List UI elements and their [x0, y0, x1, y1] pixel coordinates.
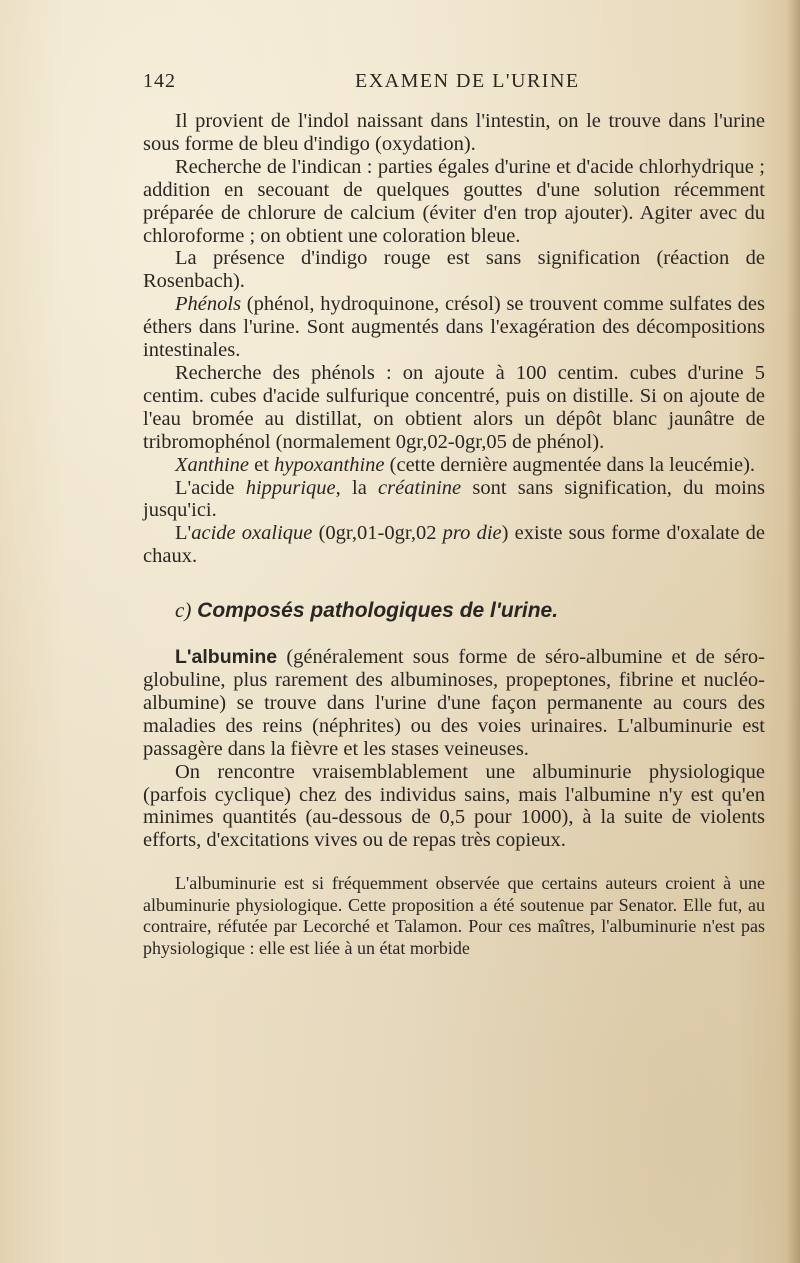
section-heading: c) Composés pathologiques de l'urine. — [175, 598, 559, 623]
paragraph-oxalic: L'acide oxalique (0gr,01-0gr,02 pro die) existe sous forme d'oxalate de chaux. — [143, 522, 766, 568]
paragraph-indican-test: Recherche de l'indican : parties égales d'urine et d'acide chlorhydrique ; addition en secouant de quelques gouttes d'une solution récemment préparée de chlorure de calcium (éviter d'en trop ajouter). Agiter avec du chloroforme ; on obtient une coloration bleue. — [143, 155, 765, 247]
paragraph-xanthine: Xanthine et hypoxanthine (cette dernière augmentée dans la leucémie). — [175, 453, 756, 476]
paragraph-indigo-red: La présence d'indigo rouge est sans signification (réaction de Rosenbach). — [143, 247, 765, 293]
paragraph-hippuric: L'acide hippurique, la créatinine sont sans signification, du moins jusqu'ici. — [143, 476, 765, 522]
paragraph-phenol-test: Recherche des phénols : on ajoute à 100 centim. cubes d'urine 5 centim. cubes d'acide sulfurique concentré, puis on distille. Si on ajoute de l'eau bromée au distillat, on obtient alors un dépôt blanc jaunâtre de tribromophénol (normalement 0gr,02-0gr,05 de phénol). — [143, 361, 765, 453]
page-header — [143, 70, 765, 98]
paragraph-physiological-albuminuria: On rencontre vraisemblablement une albuminurie physiologique (parfois cyclique) chez des individus sains, mais l'albumine n'y est qu'en minimes quantités (au-dessous de 0,5 pour 1000), à la suite de violents efforts, d'excitations vives ou de repas très copieux. — [143, 760, 765, 852]
paragraph-indol: Il provient de l'indol naissant dans l'intestin, on le trouve dans l'urine sous forme de bleu d'indigo (oxydation). — [143, 110, 765, 155]
paragraph-phenols: Phénols (phénol, hydroquinone, crésol) se trouvent comme sulfates des éthers dans l'urine. Sont augmentés dans l'exagération des décompositions intestinales. — [143, 293, 765, 362]
body-text — [143, 110, 765, 959]
page-number: 142 — [143, 70, 176, 92]
page-edge-shadow — [786, 0, 800, 1263]
paragraph-note: L'albuminurie est si fréquemment observée que certains auteurs croient à une albuminurie physiologique. Cette proposition a été soutenue par Senator. Elle fut, au contraire, réfutée par Lecorché et Talamon. Pour ces maîtres, l'albuminurie n'est pas physiologique : elle est liée à un état morbide — [143, 873, 765, 958]
paragraph-albumin: L'albumine (généralement sous forme de séro-albumine et de séro-globuline, plus rarement des albuminoses, propeptones, fibrine et nucléo-albumine) se trouve dans l'urine d'une façon permanente au cours des maladies des reins (néphrites) ou des voies urinaires. L'albuminurie est passagère dans la fièvre et les stases veineuses. — [143, 646, 765, 760]
running-head: EXAMEN DE L'URINE — [355, 70, 580, 92]
